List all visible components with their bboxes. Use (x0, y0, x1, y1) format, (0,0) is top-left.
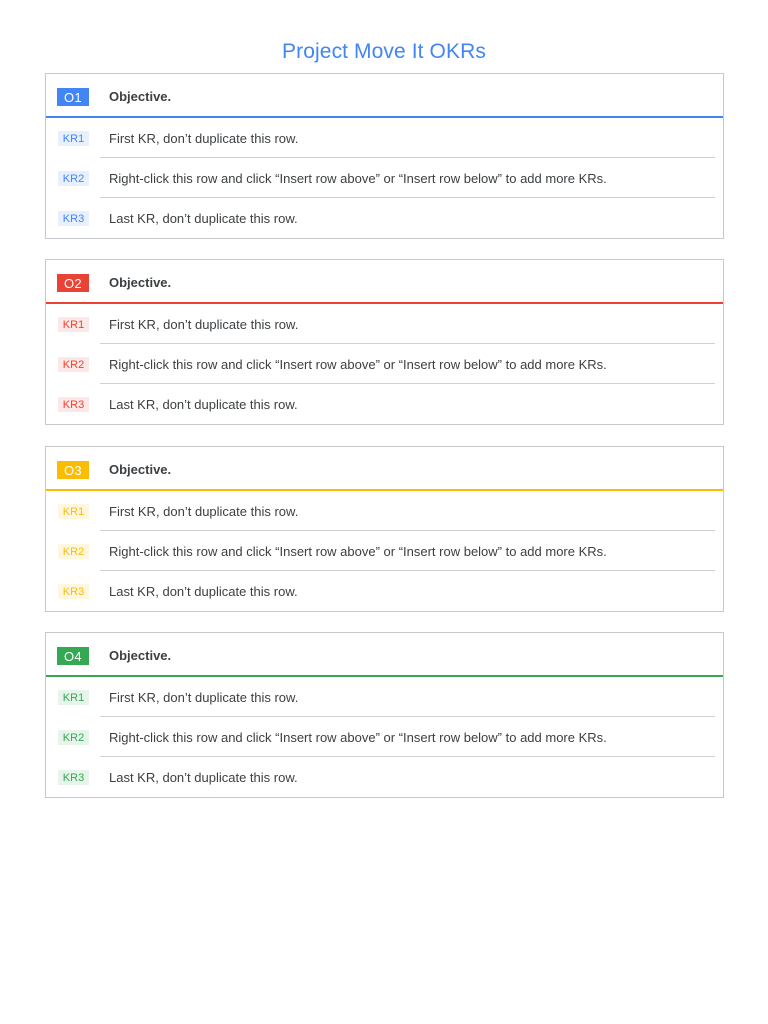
kr-text[interactable]: Last KR, don’t duplicate this row. (109, 211, 298, 226)
objective-card-3 (45, 446, 724, 612)
kr-row[interactable] (46, 717, 723, 757)
objective-card-4 (45, 632, 724, 798)
kr-row[interactable] (46, 384, 723, 424)
kr-badge: KR2 (58, 357, 89, 372)
kr-text[interactable]: Right-click this row and click “Insert row above” or “Insert row below” to add more KRs. (109, 544, 607, 559)
page-title: Project Move It OKRs (282, 40, 486, 63)
kr-row[interactable] (46, 118, 723, 158)
kr-row[interactable] (46, 491, 723, 531)
kr-row[interactable] (46, 531, 723, 571)
kr-badge: KR1 (58, 317, 89, 332)
kr-row[interactable] (46, 198, 723, 238)
kr-badge: KR2 (58, 171, 89, 186)
objective-badge: O2 (57, 274, 89, 292)
kr-row[interactable] (46, 571, 723, 611)
objective-row[interactable] (46, 447, 723, 491)
objective-text[interactable]: Objective. (109, 462, 172, 477)
objective-row[interactable] (46, 74, 723, 118)
kr-badge: KR3 (58, 770, 89, 785)
kr-badge: KR3 (58, 584, 89, 599)
kr-badge: KR3 (58, 211, 89, 226)
objective-card-2 (45, 259, 724, 425)
kr-text[interactable]: Right-click this row and click “Insert row above” or “Insert row below” to add more KRs. (109, 171, 607, 186)
kr-row[interactable] (46, 757, 723, 797)
kr-badge: KR2 (58, 730, 89, 745)
objective-text[interactable]: Objective. (109, 648, 172, 663)
kr-badge: KR3 (58, 397, 89, 412)
objective-badge: O1 (57, 88, 89, 106)
kr-text[interactable]: Last KR, don’t duplicate this row. (109, 397, 298, 412)
kr-row[interactable] (46, 304, 723, 344)
kr-text[interactable]: Last KR, don’t duplicate this row. (109, 770, 298, 785)
objective-badge: O4 (57, 647, 89, 665)
objective-text[interactable]: Objective. (109, 275, 172, 290)
kr-badge: KR1 (58, 690, 89, 705)
kr-row[interactable] (46, 158, 723, 198)
objective-card-1 (45, 73, 724, 239)
kr-text[interactable]: Right-click this row and click “Insert row above” or “Insert row below” to add more KRs. (109, 357, 607, 372)
kr-text[interactable]: First KR, don’t duplicate this row. (109, 131, 299, 146)
kr-row[interactable] (46, 344, 723, 384)
objective-badge: O3 (57, 461, 89, 479)
objective-row[interactable] (46, 633, 723, 677)
kr-row[interactable] (46, 677, 723, 717)
kr-badge: KR2 (58, 544, 89, 559)
kr-text[interactable]: First KR, don’t duplicate this row. (109, 504, 299, 519)
kr-text[interactable]: First KR, don’t duplicate this row. (109, 690, 299, 705)
kr-badge: KR1 (58, 504, 89, 519)
kr-text[interactable]: First KR, don’t duplicate this row. (109, 317, 299, 332)
objective-row[interactable] (46, 260, 723, 304)
objective-text[interactable]: Objective. (109, 89, 172, 104)
kr-text[interactable]: Right-click this row and click “Insert row above” or “Insert row below” to add more KRs. (109, 730, 607, 745)
kr-badge: KR1 (58, 131, 89, 146)
kr-text[interactable]: Last KR, don’t duplicate this row. (109, 584, 298, 599)
